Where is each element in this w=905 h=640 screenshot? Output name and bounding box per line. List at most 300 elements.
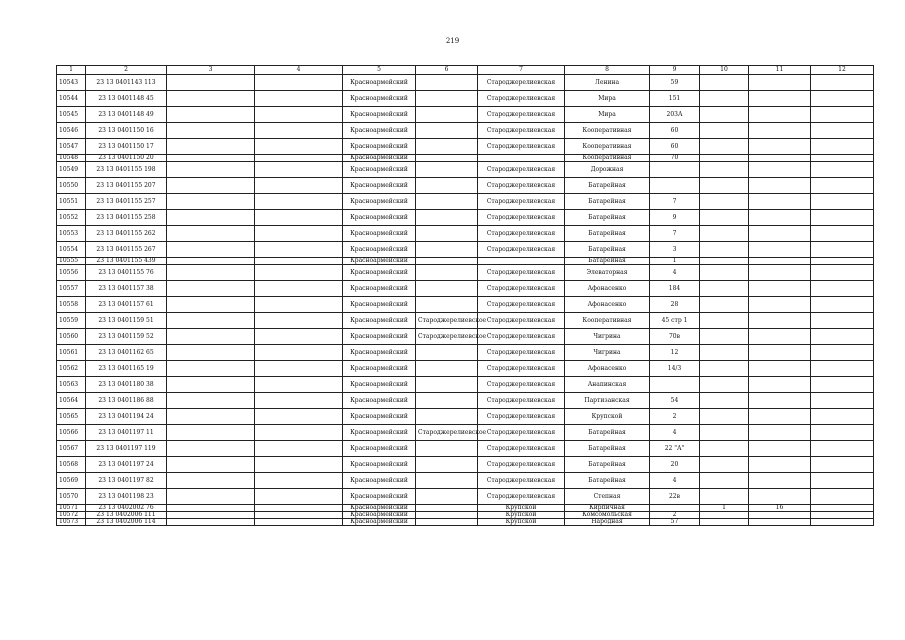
table-cell: Староджерелиевская	[478, 75, 565, 91]
table-cell: 23 13 0401150 17	[86, 139, 167, 155]
table-cell	[811, 281, 874, 297]
register-table	[56, 65, 874, 526]
table-cell	[700, 393, 749, 409]
table-cell: Красноармейский	[343, 258, 416, 265]
table-cell	[811, 409, 874, 425]
table-cell	[167, 91, 255, 107]
table-row	[57, 505, 874, 512]
table-cell: Красноармейский	[343, 361, 416, 377]
table-row	[57, 409, 874, 425]
table-cell	[416, 457, 478, 473]
table-cell	[416, 75, 478, 91]
table-cell	[167, 265, 255, 281]
table-cell	[811, 512, 874, 519]
table-row	[57, 258, 874, 265]
table-cell	[167, 505, 255, 512]
table-cell	[749, 258, 811, 265]
table-cell: Красноармейский	[343, 226, 416, 242]
table-cell	[255, 258, 343, 265]
table-cell	[255, 297, 343, 313]
table-cell: Ленина	[565, 75, 650, 91]
table-cell	[700, 91, 749, 107]
table-cell	[255, 226, 343, 242]
table-cell	[167, 107, 255, 123]
table-cell	[255, 123, 343, 139]
column-header: 10	[700, 66, 749, 75]
table-cell: 70в	[650, 329, 700, 345]
table-cell	[700, 139, 749, 155]
table-cell	[167, 329, 255, 345]
table-cell: Красноармейский	[343, 281, 416, 297]
table-cell	[749, 489, 811, 505]
table-cell: 23 13 0401150 16	[86, 123, 167, 139]
table-cell	[167, 425, 255, 441]
table-row	[57, 519, 874, 526]
table-cell	[416, 178, 478, 194]
table-cell: 60	[650, 123, 700, 139]
table-cell	[700, 361, 749, 377]
table-cell: 10558	[57, 297, 86, 313]
table-cell	[811, 441, 874, 457]
table-cell: Батарейная	[565, 226, 650, 242]
table-cell	[255, 393, 343, 409]
table-cell: 10547	[57, 139, 86, 155]
table-cell	[700, 473, 749, 489]
table-cell	[749, 242, 811, 258]
table-cell: 23 13 0401148 45	[86, 91, 167, 107]
table-cell	[749, 155, 811, 162]
table-cell	[700, 519, 749, 526]
table-cell	[811, 155, 874, 162]
table-cell	[650, 178, 700, 194]
table-cell	[700, 107, 749, 123]
table-cell	[255, 441, 343, 457]
table-cell	[811, 345, 874, 361]
table-row	[57, 107, 874, 123]
table-cell: Староджерелиевское	[416, 425, 478, 441]
table-cell: 45 стр 1	[650, 313, 700, 329]
table-cell: Кооперативная	[565, 139, 650, 155]
table-cell: Красноармейский	[343, 91, 416, 107]
table-cell: 23 13 0401194 24	[86, 409, 167, 425]
table-cell	[700, 178, 749, 194]
table-cell: 23 13 0401150 20	[86, 155, 167, 162]
page-number: 219	[445, 37, 460, 45]
table-cell	[811, 242, 874, 258]
table-cell	[167, 393, 255, 409]
table-cell	[811, 489, 874, 505]
table-cell: 23 13 0401155 258	[86, 210, 167, 226]
table-cell: 151	[650, 91, 700, 107]
table-cell: 23 13 0401148 49	[86, 107, 167, 123]
table-row	[57, 242, 874, 258]
table-cell	[416, 155, 478, 162]
table-cell: Красноармейский	[343, 489, 416, 505]
table-cell	[416, 258, 478, 265]
table-cell: Староджерелиевское	[416, 329, 478, 345]
table-cell	[811, 107, 874, 123]
table-cell: 10557	[57, 281, 86, 297]
table-cell	[255, 457, 343, 473]
table-row	[57, 512, 874, 519]
table-cell: 10572	[57, 512, 86, 519]
table-cell	[167, 345, 255, 361]
table-cell: Элеваторная	[565, 265, 650, 281]
table-row	[57, 313, 874, 329]
table-cell	[811, 258, 874, 265]
table-cell: 23 13 0401198 23	[86, 489, 167, 505]
table-cell: 10565	[57, 409, 86, 425]
table-cell: Староджерелиевская	[478, 329, 565, 345]
table-cell: 2	[650, 512, 700, 519]
table-cell	[167, 297, 255, 313]
table-cell: 23 13 0401155 267	[86, 242, 167, 258]
table-cell: Староджерелиевская	[478, 489, 565, 505]
column-header: 3	[167, 66, 255, 75]
table-cell: 20	[650, 457, 700, 473]
table-cell: Красноармейский	[343, 329, 416, 345]
table-cell	[416, 107, 478, 123]
table-cell	[167, 242, 255, 258]
table-cell: 10552	[57, 210, 86, 226]
table-row	[57, 425, 874, 441]
table-cell	[700, 441, 749, 457]
table-cell: 10570	[57, 489, 86, 505]
table-cell: Красноармейский	[343, 313, 416, 329]
table-cell: 22в	[650, 489, 700, 505]
table-cell	[255, 512, 343, 519]
table-cell	[811, 210, 874, 226]
table-row	[57, 210, 874, 226]
table-cell: 10548	[57, 155, 86, 162]
table-cell	[416, 393, 478, 409]
table-cell	[749, 377, 811, 393]
table-cell: Красноармейский	[343, 473, 416, 489]
table-cell: Красноармейский	[343, 409, 416, 425]
column-header: 2	[86, 66, 167, 75]
table-cell	[749, 91, 811, 107]
table-cell: Староджерелиевская	[478, 393, 565, 409]
table-row	[57, 361, 874, 377]
table-cell	[811, 75, 874, 91]
table-cell	[255, 194, 343, 210]
table-cell	[167, 155, 255, 162]
table-cell	[700, 409, 749, 425]
table-cell	[255, 107, 343, 123]
table-cell: Красноармейский	[343, 178, 416, 194]
table-cell	[749, 457, 811, 473]
table-cell	[811, 265, 874, 281]
table-cell: Афонасенко	[565, 281, 650, 297]
column-header: 5	[343, 66, 416, 75]
table-cell	[255, 345, 343, 361]
table-cell: 4	[650, 473, 700, 489]
table-cell	[255, 489, 343, 505]
table-cell: Староджерелиевская	[478, 441, 565, 457]
table-cell	[700, 512, 749, 519]
table-cell: 23 13 0402002 76	[86, 505, 167, 512]
column-header: 6	[416, 66, 478, 75]
table-row	[57, 457, 874, 473]
table-cell	[749, 162, 811, 178]
table-cell	[749, 226, 811, 242]
table-cell: 10562	[57, 361, 86, 377]
table-cell: 23 13 0401155 439	[86, 258, 167, 265]
table-cell: 10568	[57, 457, 86, 473]
table-cell: Красноармейский	[343, 512, 416, 519]
table-cell	[700, 258, 749, 265]
table-cell: 10563	[57, 377, 86, 393]
table-cell	[167, 194, 255, 210]
table-cell	[416, 519, 478, 526]
table-cell	[255, 162, 343, 178]
table-cell: 10543	[57, 75, 86, 91]
table-row	[57, 155, 874, 162]
table-cell	[700, 162, 749, 178]
column-header: 9	[650, 66, 700, 75]
table-cell: Староджерелиевская	[478, 409, 565, 425]
table-cell: 57	[650, 519, 700, 526]
table-cell: Староджерелиевская	[478, 457, 565, 473]
table-cell: 3	[650, 242, 700, 258]
table-cell: 23 13 0401155 262	[86, 226, 167, 242]
table-cell	[416, 489, 478, 505]
table-cell	[416, 281, 478, 297]
table-cell	[167, 512, 255, 519]
table-cell	[167, 139, 255, 155]
table-cell	[255, 155, 343, 162]
table-cell	[255, 313, 343, 329]
table-cell	[749, 265, 811, 281]
table-cell	[700, 281, 749, 297]
table-cell: Красноармейский	[343, 123, 416, 139]
table-cell: 22 "А"	[650, 441, 700, 457]
table-cell	[749, 107, 811, 123]
table-cell	[416, 505, 478, 512]
table-cell	[255, 377, 343, 393]
table-cell	[416, 441, 478, 457]
table-cell: 10564	[57, 393, 86, 409]
table-cell	[416, 123, 478, 139]
table-cell	[811, 91, 874, 107]
table-cell	[749, 519, 811, 526]
table-cell	[167, 409, 255, 425]
table-cell: Красноармейский	[343, 75, 416, 91]
table-cell: 23 13 0401155 207	[86, 178, 167, 194]
table-cell: Кооперативная	[565, 313, 650, 329]
table-row	[57, 139, 874, 155]
table-cell: 23 13 0401155 76	[86, 265, 167, 281]
table-cell: 23 13 0401186 88	[86, 393, 167, 409]
table-cell: Мира	[565, 107, 650, 123]
table-cell: 23 13 0401155 257	[86, 194, 167, 210]
table-row	[57, 194, 874, 210]
table-cell: Староджерелиевская	[478, 265, 565, 281]
table-cell: Кирпичная	[565, 505, 650, 512]
table-cell	[255, 425, 343, 441]
table-cell	[255, 281, 343, 297]
table-cell: Староджерелиевская	[478, 361, 565, 377]
table-cell	[416, 139, 478, 155]
table-cell: 10567	[57, 441, 86, 457]
table-cell: Староджерелиевская	[478, 473, 565, 489]
table-cell	[700, 75, 749, 91]
table-cell	[416, 242, 478, 258]
table-cell: Староджерелиевская	[478, 297, 565, 313]
table-cell: Староджерелиевская	[478, 139, 565, 155]
table-cell: 23 13 0401197 24	[86, 457, 167, 473]
table-cell: 23 13 0401155 198	[86, 162, 167, 178]
table-cell	[749, 178, 811, 194]
table-cell	[749, 194, 811, 210]
table-cell	[167, 210, 255, 226]
table-cell	[255, 91, 343, 107]
table-cell: Батарейная	[565, 473, 650, 489]
table-cell	[416, 512, 478, 519]
table-cell	[167, 162, 255, 178]
table-cell	[416, 226, 478, 242]
table-cell	[811, 473, 874, 489]
table-cell	[749, 473, 811, 489]
table-cell	[700, 377, 749, 393]
table-cell: 10544	[57, 91, 86, 107]
table-cell: Красноармейский	[343, 457, 416, 473]
table-cell: Красноармейский	[343, 505, 416, 512]
table-cell	[167, 377, 255, 393]
table-row	[57, 281, 874, 297]
table-cell: Красноармейский	[343, 210, 416, 226]
table-cell	[811, 139, 874, 155]
table-cell	[167, 457, 255, 473]
table-cell: Староджерелиевская	[478, 281, 565, 297]
table-cell: Батарейная	[565, 258, 650, 265]
table-cell	[811, 519, 874, 526]
table-cell	[811, 162, 874, 178]
table-row	[57, 489, 874, 505]
table-cell: 10550	[57, 178, 86, 194]
table-cell: Кооперативная	[565, 123, 650, 139]
table-cell	[416, 297, 478, 313]
table-cell: Красноармейский	[343, 194, 416, 210]
table-cell: 16	[749, 505, 811, 512]
table-cell	[478, 258, 565, 265]
table-body	[57, 75, 874, 526]
table-cell	[167, 75, 255, 91]
table-cell: 23 13 0401197 82	[86, 473, 167, 489]
table-cell	[749, 139, 811, 155]
table-cell	[700, 242, 749, 258]
table-cell: 10569	[57, 473, 86, 489]
table-cell: 23 13 0401197 11	[86, 425, 167, 441]
table-cell	[811, 178, 874, 194]
table-row	[57, 75, 874, 91]
table-cell: 10571	[57, 505, 86, 512]
table-cell	[811, 226, 874, 242]
table-cell	[811, 377, 874, 393]
table-cell	[416, 91, 478, 107]
table-cell	[416, 473, 478, 489]
table-cell: Батарейная	[565, 178, 650, 194]
table-row	[57, 162, 874, 178]
table-cell: 23 13 0401157 38	[86, 281, 167, 297]
table-cell	[416, 210, 478, 226]
table-cell: 23 13 0401162 65	[86, 345, 167, 361]
table-cell: 10555	[57, 258, 86, 265]
table-cell	[700, 194, 749, 210]
table-cell: Красноармейский	[343, 519, 416, 526]
column-header: 7	[478, 66, 565, 75]
table-cell	[749, 75, 811, 91]
table-cell	[700, 425, 749, 441]
table-cell	[255, 505, 343, 512]
table-cell	[167, 441, 255, 457]
table-cell: 10553	[57, 226, 86, 242]
column-header: 1	[57, 66, 86, 75]
table-cell	[700, 210, 749, 226]
table-cell	[749, 345, 811, 361]
table-cell	[749, 313, 811, 329]
table-cell	[416, 194, 478, 210]
table-cell: Красноармейский	[343, 242, 416, 258]
table-cell: 23 13 0401180 38	[86, 377, 167, 393]
table-cell	[749, 425, 811, 441]
table-cell	[167, 258, 255, 265]
table-cell: Крупской	[565, 409, 650, 425]
table-cell	[811, 329, 874, 345]
table-cell: Красноармейский	[343, 155, 416, 162]
table-cell	[700, 297, 749, 313]
table-cell: 23 13 0401197 119	[86, 441, 167, 457]
table-cell: Красноармейский	[343, 441, 416, 457]
table-cell: 28	[650, 297, 700, 313]
table-cell: Староджерелиевская	[478, 425, 565, 441]
table-cell: Дорожная	[565, 162, 650, 178]
table-cell	[167, 361, 255, 377]
column-header: 12	[811, 66, 874, 75]
table-row	[57, 441, 874, 457]
table-cell: 23 13 0401157 61	[86, 297, 167, 313]
table-cell	[167, 123, 255, 139]
table-cell	[749, 409, 811, 425]
table-cell	[167, 226, 255, 242]
table-cell: Староджерелиевская	[478, 123, 565, 139]
table-cell: 10559	[57, 313, 86, 329]
table-cell: 23 13 0402006 111	[86, 512, 167, 519]
table-cell: Красноармейский	[343, 345, 416, 361]
table-cell: Староджерелиевская	[478, 345, 565, 361]
table-cell: 4	[650, 425, 700, 441]
table-cell	[749, 329, 811, 345]
table-cell	[700, 155, 749, 162]
table-cell: Красноармейский	[343, 377, 416, 393]
table-cell: Мира	[565, 91, 650, 107]
table-cell: Староджерелиевская	[478, 313, 565, 329]
table-cell	[749, 123, 811, 139]
table-cell: Батарейная	[565, 441, 650, 457]
table-cell	[416, 345, 478, 361]
table-cell	[167, 281, 255, 297]
table-cell: 60	[650, 139, 700, 155]
table-cell	[749, 210, 811, 226]
table-cell: 23 13 0401143 113	[86, 75, 167, 91]
table-cell	[700, 226, 749, 242]
table-cell: Крупской	[478, 519, 565, 526]
table-cell	[650, 377, 700, 393]
table-cell	[478, 155, 565, 162]
table-cell	[255, 473, 343, 489]
table-cell: 70	[650, 155, 700, 162]
table-cell: 10561	[57, 345, 86, 361]
